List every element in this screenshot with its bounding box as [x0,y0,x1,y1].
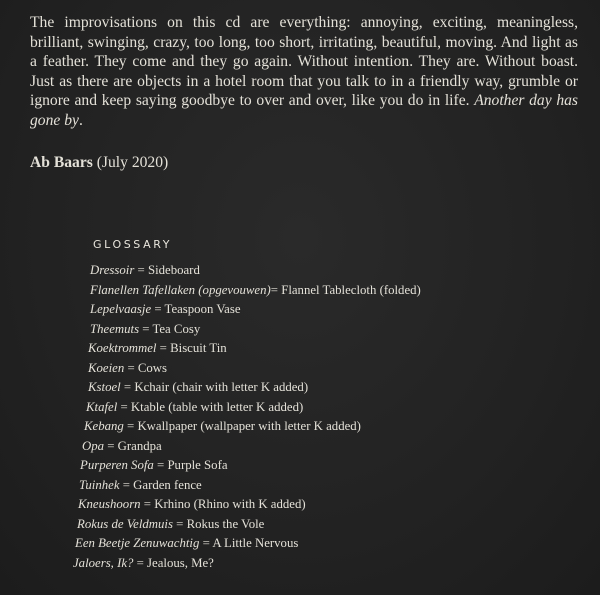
glossary-term: Koeien [88,360,125,375]
glossary-term: Tuinhek [79,477,120,492]
glossary-entry [0,281,600,301]
glossary-entry [0,417,600,437]
glossary-separator: = [119,477,134,492]
glossary-meaning: Kwallpaper (wallpaper with letter K added) [137,419,361,433]
glossary-separator: = [124,360,138,375]
glossary-term: Lepelvaasje [90,302,152,316]
glossary-meaning: Grandpa [117,438,162,453]
glossary-separator: = [133,555,148,570]
author-date: (July 2020) [96,154,169,171]
glossary-term: Opa [82,438,105,453]
glossary-meaning: Sideboard [147,263,200,277]
glossary-separator: = [134,263,148,277]
glossary-term: Kneushoorn [78,497,141,511]
glossary-meaning: A Little Nervous [212,536,299,550]
glossary-entry [0,339,600,359]
glossary-entry [0,534,600,554]
glossary-entry [0,300,600,320]
glossary-entry [0,359,600,379]
intro-closing-period: . [78,111,83,129]
author-signature [30,153,168,172]
glossary-meaning: Garden fence [133,477,202,492]
glossary-separator: = [270,282,282,297]
glossary-meaning: Jealous, Me? [147,555,214,570]
glossary-term: Koektrommel [88,341,157,355]
glossary-term: Kstoel [88,380,121,394]
glossary-meaning: Kchair (chair with letter K added) [134,380,309,394]
glossary-separator: = [120,380,135,394]
glossary-meaning: Biscuit Tin [170,341,227,355]
glossary-entry [0,261,600,281]
intro-text: The improvisations on this cd are everything: annoying, exciting, meaningless, brilliant, swinging, crazy, too long, too short, irritating, beautiful, moving. And light as a feather. They come and they go again. Without intention. They are. Without boast. Just as there are objects in a hotel room that you talk to in a friendly way, grumble or ignore and keep saying goodbye to over and over, like you do in life. [30,14,578,110]
glossary-meaning: Tea Cosy [152,321,201,336]
glossary-term: Purperen Sofa [80,458,154,472]
intro-closing-italic: Another day has gone by [30,92,578,129]
glossary-title: GLOSSARY [93,238,173,251]
glossary-entry [0,515,600,535]
glossary-separator: = [117,399,131,414]
glossary-entry [0,437,600,457]
glossary-entry [0,320,600,340]
glossary-separator: = [156,341,171,355]
glossary-separator: = [151,302,165,316]
glossary-separator: = [199,536,213,550]
glossary-term: Rokus de Veldmuis [77,516,173,531]
glossary-meaning: Flannel Tablecloth (folded) [281,282,421,297]
glossary-meaning: Purple Sofa [167,458,228,472]
intro-paragraph [30,13,578,131]
glossary-meaning: Rokus the Vole [186,516,265,531]
glossary-entry [0,456,600,476]
glossary-entry [0,476,600,496]
glossary-separator: = [123,419,138,433]
glossary-separator: = [172,516,187,531]
glossary-entry [0,554,600,574]
glossary-separator: = [139,321,153,336]
glossary-term: Ktafel [86,399,118,414]
glossary-term: Theemuts [90,321,140,336]
glossary-entry [0,398,600,418]
glossary-separator: = [104,438,118,453]
glossary-entry [0,378,600,398]
glossary-meaning: Krhino (Rhino with K added) [154,497,306,511]
glossary-term: Kebang [84,419,124,433]
glossary-separator: = [140,497,155,511]
glossary-list [0,261,600,573]
glossary-meaning: Teaspoon Vase [164,302,241,316]
glossary-term: Dressoir [90,263,135,277]
author-name: Ab Baars [30,154,93,171]
glossary-meaning: Ktable (table with letter K added) [130,399,304,414]
glossary-entry [0,495,600,515]
glossary-meaning: Cows [137,360,168,375]
glossary-term: Een Beetje Zenuwachtig [75,536,200,550]
glossary-term: Flanellen Tafellaken (opgevouwen) [90,282,271,297]
glossary-separator: = [153,458,168,472]
glossary-term: Jaloers, Ik? [73,555,134,570]
